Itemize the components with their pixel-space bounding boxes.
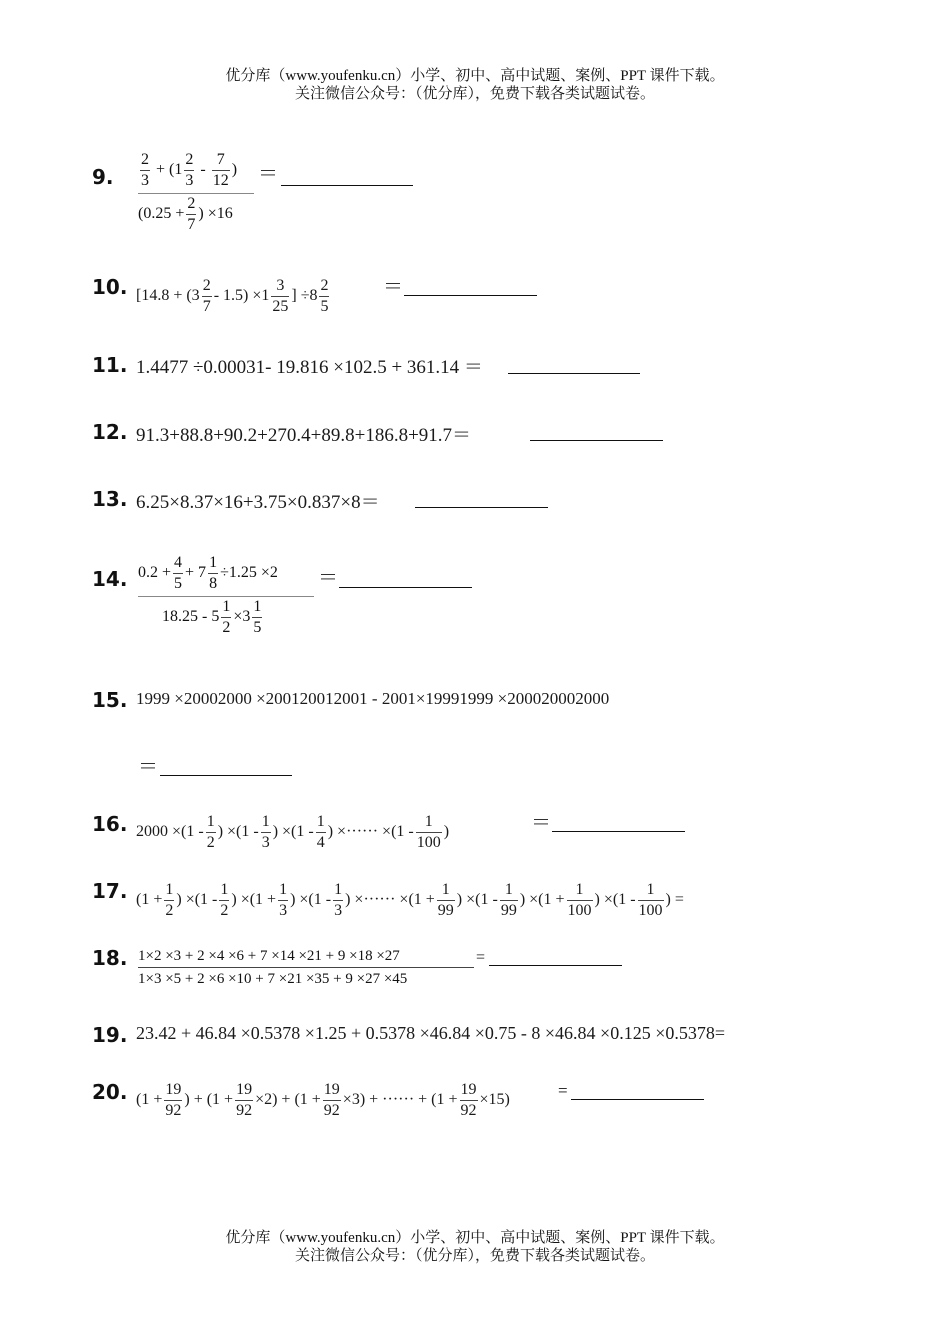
fraction: $\frac{19}{92}$	[460, 1081, 477, 1119]
fraction: $\frac{2}{5}$	[320, 277, 329, 315]
answer-blank-15[interactable]	[160, 775, 292, 776]
problem-19-number: 19.	[92, 1023, 128, 1047]
problem-20-number: 20.	[92, 1080, 128, 1104]
problem-12-number: 12.	[92, 420, 128, 444]
problem-9-numerator: $\frac{2}{3}$ + (1 $\frac{2}{3}$ - $\frac{7}{12}$ )	[141, 151, 238, 189]
problem-18-expression	[138, 947, 474, 988]
problem-10-number: 10.	[92, 275, 128, 299]
fraction: $\frac{7}{12}$	[212, 151, 229, 189]
equals-sign: ＝	[383, 276, 403, 298]
problem-10-expression: [14.8 + (3 $\frac{2}{7}$ - 1.5) ×1 $\frac{3}{25}$ ] ÷8 $\frac{2}{5}$	[136, 277, 329, 315]
equals-sign: ＝	[318, 567, 338, 589]
fraction: $\frac{1}{100}$	[638, 881, 663, 919]
problem-18-number: 18.	[92, 946, 128, 970]
fraction: $\frac{3}{25}$	[272, 277, 289, 315]
problem-14-expression	[138, 553, 314, 638]
fraction: $\frac{1}{3}$	[261, 813, 270, 851]
fraction: $\frac{1}{99}$	[500, 881, 517, 919]
page-footer	[0, 1229, 950, 1265]
page-header	[0, 67, 950, 103]
problem-14-denominator: 18.25 - 5 $\frac{1}{2}$ ×3 $\frac{1}{5}$	[162, 598, 262, 636]
equals-sign: ＝	[138, 756, 158, 778]
header-line-1: 优分库（www.youfenku.cn）小学、初中、高中试题、案例、PPT 课件下载。	[225, 68, 725, 84]
problem-9-denominator: (0.25 + $\frac{2}{7}$ ) ×16	[138, 195, 233, 233]
fraction: $\frac{2}{3}$	[185, 151, 194, 189]
problem-11-number: 11.	[92, 353, 128, 377]
header-line-2: 关注微信公众号：（优分库），免费下载各类试题试卷。	[294, 86, 655, 102]
answer-blank-13[interactable]	[415, 507, 548, 508]
fraction: $\frac{1}{8}$	[209, 554, 218, 592]
fraction: $\frac{19}{92}$	[323, 1081, 340, 1119]
equals-sign: ＝	[531, 812, 551, 834]
problem-14-number: 14.	[92, 567, 128, 591]
fraction: $\frac{19}{92}$	[236, 1081, 253, 1119]
fraction: $\frac{2}{3}$	[141, 151, 149, 189]
fraction-bar	[138, 967, 474, 968]
problem-15-expression: 1999 ×20002000 ×200120012001 - 2001×19991999 ×200020002000	[136, 689, 610, 708]
footer-line-1: 优分库（www.youfenku.cn）小学、初中、高中试题、案例、PPT 课件下载。	[225, 1230, 725, 1246]
answer-blank-16[interactable]	[552, 831, 685, 832]
problem-19-expression: 23.42 + 46.84 ×0.5378 ×1.25 + 0.5378 ×46.84 ×0.75 - 8 ×46.84 ×0.125 ×0.5378=	[136, 1023, 726, 1043]
problem-13-expression: 6.25×8.37×16+3.75×0.837×8＝	[136, 492, 380, 513]
fraction: $\frac{19}{92}$	[165, 1081, 182, 1119]
fraction: $\frac{1}{2}$	[220, 881, 229, 919]
fraction: $\frac{1}{3}$	[334, 881, 343, 919]
fraction: $\frac{1}{99}$	[437, 881, 454, 919]
problem-16-number: 16.	[92, 812, 128, 836]
problem-12-expression: 91.3+88.8+90.2+270.4+89.8+186.8+91.7＝	[136, 425, 472, 446]
problem-9-expression	[138, 150, 254, 235]
problem-18-denominator: 1×3 ×5 + 2 ×6 ×10 + 7 ×21 ×35 + 9 ×27 ×45	[138, 971, 408, 987]
problem-13-number: 13.	[92, 487, 128, 511]
fraction: $\frac{2}{7}$	[202, 277, 211, 315]
fraction: $\frac{1}{2}$	[222, 598, 231, 636]
problem-20-expression: (1 + $\frac{19}{92}$ ) + (1 + $\frac{19}{92}$ ×2) + (1 + $\frac{19}{92}$ ×3) + ······ + (1 + $\frac{19}{92}$ ×15)	[136, 1081, 510, 1119]
problem-17-number: 17.	[92, 879, 128, 903]
fraction: $\frac{1}{100}$	[416, 813, 441, 851]
footer-line-2: 关注微信公众号：（优分库），免费下载各类试题试卷。	[294, 1248, 655, 1264]
problem-9-number: 9.	[92, 165, 114, 189]
fraction: $\frac{2}{7}$	[187, 195, 196, 233]
problem-15-number: 15.	[92, 688, 128, 712]
fraction: $\frac{4}{5}$	[174, 554, 183, 592]
problem-11-expression: 1.4477 ÷0.00031- 19.816 ×102.5 + 361.14 ＝	[136, 357, 483, 378]
answer-blank-9[interactable]	[281, 185, 413, 186]
answer-blank-18[interactable]	[489, 965, 622, 966]
fraction: $\frac{1}{100}$	[567, 881, 592, 919]
answer-blank-12[interactable]	[530, 440, 663, 441]
problem-17-expression: (1 + $\frac{1}{2}$ ) ×(1 - $\frac{1}{2}$ ) ×(1 + $\frac{1}{3}$ ) ×(1 - $\frac{1}{3}$ ) ×······ ×(1 + $\frac{1}{99}$ ) ×(1 - $\frac{1}{99}$ ) ×(1 + $\frac{1}{100}$ ) ×(1 - $\frac{1}{100}$ ) =	[136, 881, 684, 919]
equals-sign: =	[476, 949, 486, 966]
equals-sign: =	[558, 1081, 568, 1100]
answer-blank-14[interactable]	[339, 587, 472, 588]
fraction: $\frac{1}{2}$	[206, 813, 215, 851]
answer-blank-10[interactable]	[404, 295, 537, 296]
fraction: $\frac{1}{2}$	[165, 881, 174, 919]
problem-14-numerator: 0.2 + $\frac{4}{5}$ + 7 $\frac{1}{8}$ ÷1.25 ×2	[138, 554, 278, 592]
answer-blank-20[interactable]	[571, 1099, 704, 1100]
equals-sign: ＝	[258, 163, 278, 185]
fraction: $\frac{1}{4}$	[316, 813, 325, 851]
problem-16-expression: 2000 ×(1 - $\frac{1}{2}$ ) ×(1 - $\frac{1}{3}$ ) ×(1 - $\frac{1}{4}$ ) ×······ ×(1 - $\frac{1}{100}$ )	[136, 813, 450, 851]
fraction: $\frac{1}{5}$	[253, 598, 262, 636]
fraction: $\frac{1}{3}$	[279, 881, 288, 919]
answer-blank-11[interactable]	[508, 373, 640, 374]
problem-18-numerator: 1×2 ×3 + 2 ×4 ×6 + 7 ×14 ×21 + 9 ×18 ×27	[138, 948, 400, 964]
